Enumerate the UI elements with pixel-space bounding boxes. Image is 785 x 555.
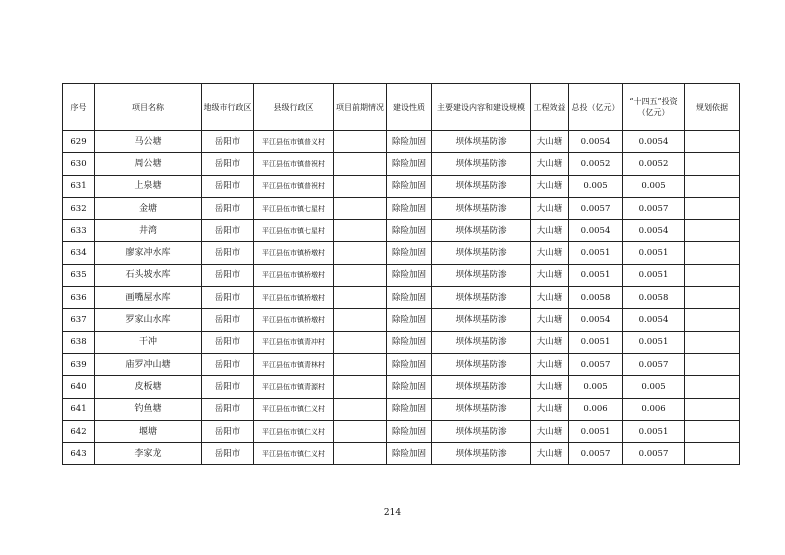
- table-row: [63, 264, 740, 286]
- cell-nature: 除险加固: [387, 131, 432, 153]
- cell-total: 0.005: [569, 175, 623, 197]
- header-name: 项目名称: [95, 84, 202, 131]
- cell-prep: [334, 287, 387, 309]
- cell-content: 坝体坝基防渗: [432, 242, 531, 264]
- cell-seq: 629: [63, 131, 95, 153]
- cell-county: 平江县伍市镇普义村: [254, 131, 334, 153]
- header-seq: 序号: [63, 84, 95, 131]
- cell-plan145: 0.0057: [623, 443, 685, 465]
- cell-name: 堰塘: [95, 420, 202, 442]
- cell-basis: [685, 443, 740, 465]
- cell-county: 平江县伍市镇仁义村: [254, 398, 334, 420]
- cell-basis: [685, 175, 740, 197]
- header-basis: 规划依据: [685, 84, 740, 131]
- cell-benefit: 大山塘: [531, 175, 569, 197]
- cell-prep: [334, 398, 387, 420]
- cell-county: 平江县伍市镇桥墩村: [254, 242, 334, 264]
- cell-city: 岳阳市: [202, 220, 254, 242]
- cell-nature: 除险加固: [387, 220, 432, 242]
- table-row: [63, 420, 740, 442]
- cell-nature: 除险加固: [387, 153, 432, 175]
- cell-seq: 635: [63, 264, 95, 286]
- cell-total: 0.0054: [569, 220, 623, 242]
- header-benefit: 工程效益: [531, 84, 569, 131]
- cell-county: 平江县伍市镇普祝村: [254, 153, 334, 175]
- cell-city: 岳阳市: [202, 331, 254, 353]
- cell-basis: [685, 353, 740, 375]
- cell-content: 坝体坝基防渗: [432, 197, 531, 219]
- table-row: [63, 398, 740, 420]
- cell-prep: [334, 420, 387, 442]
- table-row: [63, 153, 740, 175]
- cell-seq: 641: [63, 398, 95, 420]
- cell-plan145: 0.0054: [623, 220, 685, 242]
- cell-total: 0.0051: [569, 242, 623, 264]
- cell-nature: 除险加固: [387, 331, 432, 353]
- cell-city: 岳阳市: [202, 353, 254, 375]
- cell-nature: 除险加固: [387, 420, 432, 442]
- cell-total: 0.0051: [569, 331, 623, 353]
- project-table: [62, 83, 740, 465]
- cell-content: 坝体坝基防渗: [432, 264, 531, 286]
- table-row: [63, 131, 740, 153]
- cell-name: 罗家山水库: [95, 309, 202, 331]
- table-row: [63, 309, 740, 331]
- table-row: [63, 175, 740, 197]
- cell-county: 平江县伍市镇桥墩村: [254, 287, 334, 309]
- table-row: [63, 220, 740, 242]
- cell-total: 0.005: [569, 376, 623, 398]
- cell-county: 平江县伍市镇青源村: [254, 376, 334, 398]
- cell-content: 坝体坝基防渗: [432, 353, 531, 375]
- cell-seq: 642: [63, 420, 95, 442]
- cell-content: 坝体坝基防渗: [432, 376, 531, 398]
- cell-nature: 除险加固: [387, 197, 432, 219]
- cell-prep: [334, 353, 387, 375]
- cell-basis: [685, 420, 740, 442]
- cell-benefit: 大山塘: [531, 353, 569, 375]
- cell-plan145: 0.0054: [623, 309, 685, 331]
- cell-benefit: 大山塘: [531, 443, 569, 465]
- cell-prep: [334, 242, 387, 264]
- cell-plan145: 0.0057: [623, 353, 685, 375]
- cell-benefit: 大山塘: [531, 420, 569, 442]
- cell-county: 平江县伍市镇七星村: [254, 220, 334, 242]
- table-row: [63, 197, 740, 219]
- cell-name: 金塘: [95, 197, 202, 219]
- cell-county: 平江县伍市镇桥墩村: [254, 264, 334, 286]
- cell-seq: 643: [63, 443, 95, 465]
- cell-name: 马公塘: [95, 131, 202, 153]
- cell-county: 平江县伍市镇七星村: [254, 197, 334, 219]
- header-city: 地级市行政区: [202, 84, 254, 131]
- cell-seq: 630: [63, 153, 95, 175]
- cell-seq: 638: [63, 331, 95, 353]
- cell-benefit: 大山塘: [531, 331, 569, 353]
- header-prep: 项目前期情况: [334, 84, 387, 131]
- cell-prep: [334, 197, 387, 219]
- cell-benefit: 大山塘: [531, 376, 569, 398]
- cell-county: 平江县伍市镇桥墩村: [254, 309, 334, 331]
- cell-benefit: 大山塘: [531, 242, 569, 264]
- cell-city: 岳阳市: [202, 443, 254, 465]
- cell-prep: [334, 220, 387, 242]
- table-row: [63, 443, 740, 465]
- cell-seq: 639: [63, 353, 95, 375]
- table-row: [63, 287, 740, 309]
- header-content: 主要建设内容和建设规模: [432, 84, 531, 131]
- cell-name: 画嘴屋水库: [95, 287, 202, 309]
- cell-nature: 除险加固: [387, 242, 432, 264]
- cell-plan145: 0.005: [623, 175, 685, 197]
- cell-nature: 除险加固: [387, 443, 432, 465]
- cell-name: 干冲: [95, 331, 202, 353]
- header-nature: 建设性质: [387, 84, 432, 131]
- cell-name: 石头坡水库: [95, 264, 202, 286]
- cell-basis: [685, 287, 740, 309]
- cell-county: 平江县伍市镇普祝村: [254, 175, 334, 197]
- cell-prep: [334, 309, 387, 331]
- cell-basis: [685, 264, 740, 286]
- cell-name: 井湾: [95, 220, 202, 242]
- header-county: 县级行政区: [254, 84, 334, 131]
- cell-benefit: 大山塘: [531, 287, 569, 309]
- cell-name: 李家龙: [95, 443, 202, 465]
- cell-prep: [334, 443, 387, 465]
- cell-benefit: 大山塘: [531, 197, 569, 219]
- cell-prep: [334, 131, 387, 153]
- table-row: [63, 242, 740, 264]
- cell-prep: [334, 153, 387, 175]
- cell-benefit: 大山塘: [531, 153, 569, 175]
- cell-basis: [685, 153, 740, 175]
- cell-nature: 除险加固: [387, 353, 432, 375]
- cell-total: 0.0054: [569, 131, 623, 153]
- cell-total: 0.0058: [569, 287, 623, 309]
- cell-total: 0.0054: [569, 309, 623, 331]
- table-row: [63, 353, 740, 375]
- cell-seq: 636: [63, 287, 95, 309]
- cell-content: 坝体坝基防渗: [432, 309, 531, 331]
- cell-plan145: 0.006: [623, 398, 685, 420]
- cell-city: 岳阳市: [202, 287, 254, 309]
- cell-plan145: 0.0051: [623, 420, 685, 442]
- cell-total: 0.0051: [569, 420, 623, 442]
- cell-city: 岳阳市: [202, 309, 254, 331]
- cell-name: 钓鱼塘: [95, 398, 202, 420]
- cell-total: 0.0057: [569, 443, 623, 465]
- cell-seq: 632: [63, 197, 95, 219]
- cell-city: 岳阳市: [202, 398, 254, 420]
- cell-content: 坝体坝基防渗: [432, 220, 531, 242]
- cell-total: 0.006: [569, 398, 623, 420]
- table-header-row: [63, 84, 740, 131]
- cell-nature: 除险加固: [387, 264, 432, 286]
- cell-county: 平江县伍市镇青林村: [254, 353, 334, 375]
- cell-content: 坝体坝基防渗: [432, 398, 531, 420]
- cell-prep: [334, 175, 387, 197]
- cell-city: 岳阳市: [202, 131, 254, 153]
- table-row: [63, 331, 740, 353]
- cell-city: 岳阳市: [202, 175, 254, 197]
- table-row: [63, 376, 740, 398]
- cell-benefit: 大山塘: [531, 131, 569, 153]
- cell-plan145: 0.0052: [623, 153, 685, 175]
- cell-plan145: 0.0057: [623, 197, 685, 219]
- cell-basis: [685, 131, 740, 153]
- cell-city: 岳阳市: [202, 376, 254, 398]
- cell-seq: 633: [63, 220, 95, 242]
- cell-county: 平江县伍市镇青冲村: [254, 331, 334, 353]
- cell-basis: [685, 331, 740, 353]
- cell-benefit: 大山塘: [531, 264, 569, 286]
- header-plan145: “十四五”投资（亿元）: [623, 84, 685, 131]
- cell-content: 坝体坝基防渗: [432, 175, 531, 197]
- cell-name: 庙罗冲山塘: [95, 353, 202, 375]
- cell-seq: 631: [63, 175, 95, 197]
- cell-seq: 634: [63, 242, 95, 264]
- cell-city: 岳阳市: [202, 264, 254, 286]
- cell-county: 平江县伍市镇仁义村: [254, 443, 334, 465]
- cell-prep: [334, 331, 387, 353]
- cell-plan145: 0.005: [623, 376, 685, 398]
- cell-plan145: 0.0054: [623, 131, 685, 153]
- cell-plan145: 0.0051: [623, 242, 685, 264]
- cell-nature: 除险加固: [387, 398, 432, 420]
- cell-basis: [685, 220, 740, 242]
- cell-basis: [685, 197, 740, 219]
- cell-total: 0.0057: [569, 353, 623, 375]
- cell-seq: 640: [63, 376, 95, 398]
- cell-basis: [685, 398, 740, 420]
- cell-benefit: 大山塘: [531, 309, 569, 331]
- cell-seq: 637: [63, 309, 95, 331]
- cell-name: 上泉塘: [95, 175, 202, 197]
- cell-county: 平江县伍市镇仁义村: [254, 420, 334, 442]
- cell-name: 廖家冲水库: [95, 242, 202, 264]
- cell-nature: 除险加固: [387, 376, 432, 398]
- cell-basis: [685, 309, 740, 331]
- cell-prep: [334, 376, 387, 398]
- cell-basis: [685, 242, 740, 264]
- cell-plan145: 0.0058: [623, 287, 685, 309]
- cell-nature: 除险加固: [387, 175, 432, 197]
- cell-benefit: 大山塘: [531, 220, 569, 242]
- cell-benefit: 大山塘: [531, 398, 569, 420]
- cell-content: 坝体坝基防渗: [432, 443, 531, 465]
- cell-total: 0.0052: [569, 153, 623, 175]
- cell-nature: 除险加固: [387, 287, 432, 309]
- cell-basis: [685, 376, 740, 398]
- cell-content: 坝体坝基防渗: [432, 131, 531, 153]
- cell-total: 0.0051: [569, 264, 623, 286]
- cell-city: 岳阳市: [202, 197, 254, 219]
- cell-city: 岳阳市: [202, 420, 254, 442]
- cell-city: 岳阳市: [202, 153, 254, 175]
- cell-content: 坝体坝基防渗: [432, 420, 531, 442]
- cell-name: 皮板塘: [95, 376, 202, 398]
- cell-content: 坝体坝基防渗: [432, 153, 531, 175]
- cell-content: 坝体坝基防渗: [432, 331, 531, 353]
- cell-plan145: 0.0051: [623, 331, 685, 353]
- cell-prep: [334, 264, 387, 286]
- page-number: 214: [383, 508, 402, 518]
- cell-total: 0.0057: [569, 197, 623, 219]
- cell-name: 周公塘: [95, 153, 202, 175]
- cell-content: 坝体坝基防渗: [432, 287, 531, 309]
- cell-city: 岳阳市: [202, 242, 254, 264]
- header-total: 总投（亿元）: [569, 84, 623, 131]
- cell-plan145: 0.0051: [623, 264, 685, 286]
- cell-nature: 除险加固: [387, 309, 432, 331]
